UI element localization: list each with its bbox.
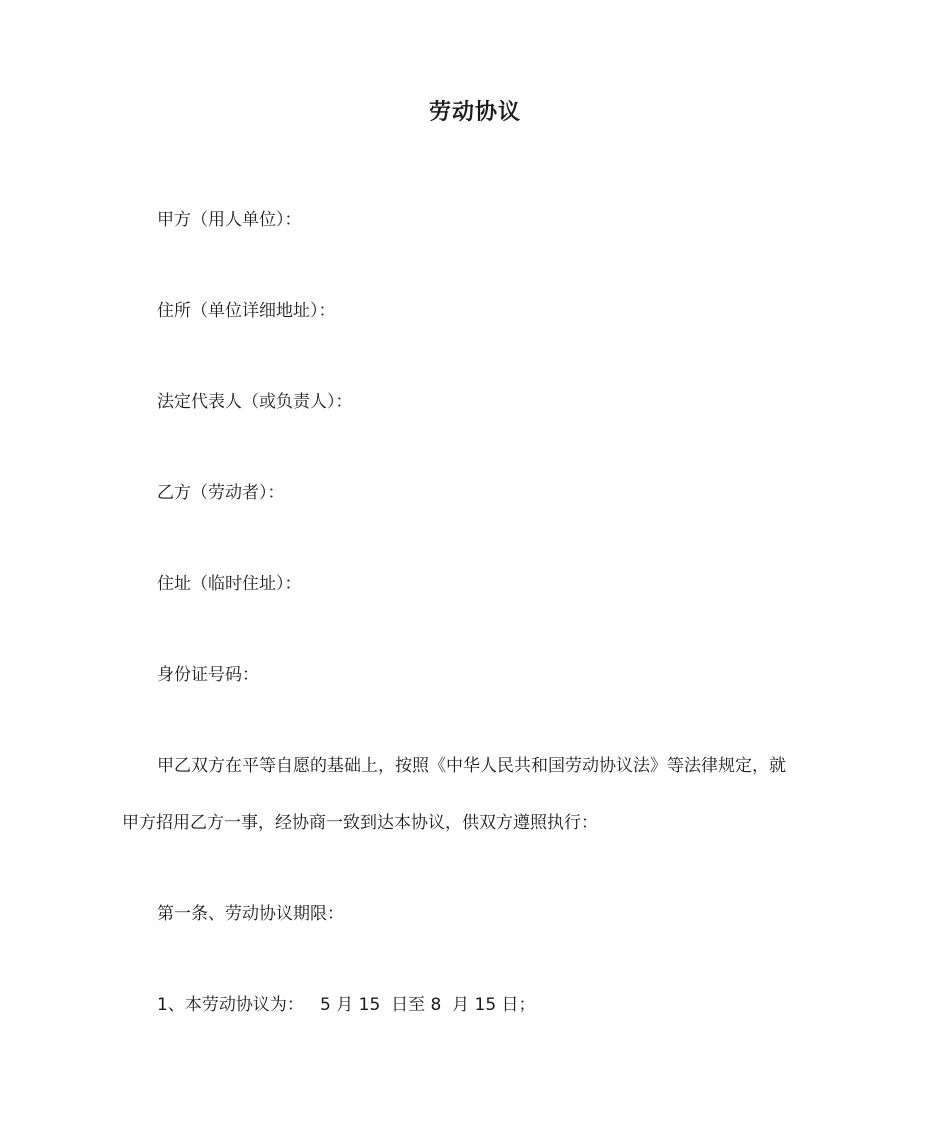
legal-representative-field: 法定代表人（或负责人）： bbox=[157, 392, 353, 412]
party-a-address-field: 住所（单位详细地址）： bbox=[157, 301, 336, 321]
party-a-field: 甲方（用人单位）： bbox=[157, 210, 302, 230]
id-number-field: 身份证号码： bbox=[157, 665, 259, 685]
preamble-paragraph-line-2: 甲方招用乙方一事，经协商一致到达本协议，供双方遵照执行： bbox=[122, 813, 598, 833]
preamble-paragraph-line-1: 甲乙双方在平等自愿的基础上，按照《中华人民共和国劳动协议法》等法律规定，就 bbox=[157, 756, 786, 776]
party-b-field: 乙方（劳动者）： bbox=[157, 483, 285, 503]
article-1-heading: 第一条、劳动协议期限： bbox=[157, 904, 344, 924]
article-1-item-1: 1、本劳动协议为： 5 月 15 日至 8 月 15 日； bbox=[157, 995, 536, 1015]
document-title: 劳动协议 bbox=[428, 100, 521, 125]
party-b-address-field: 住址（临时住址）： bbox=[157, 574, 302, 594]
